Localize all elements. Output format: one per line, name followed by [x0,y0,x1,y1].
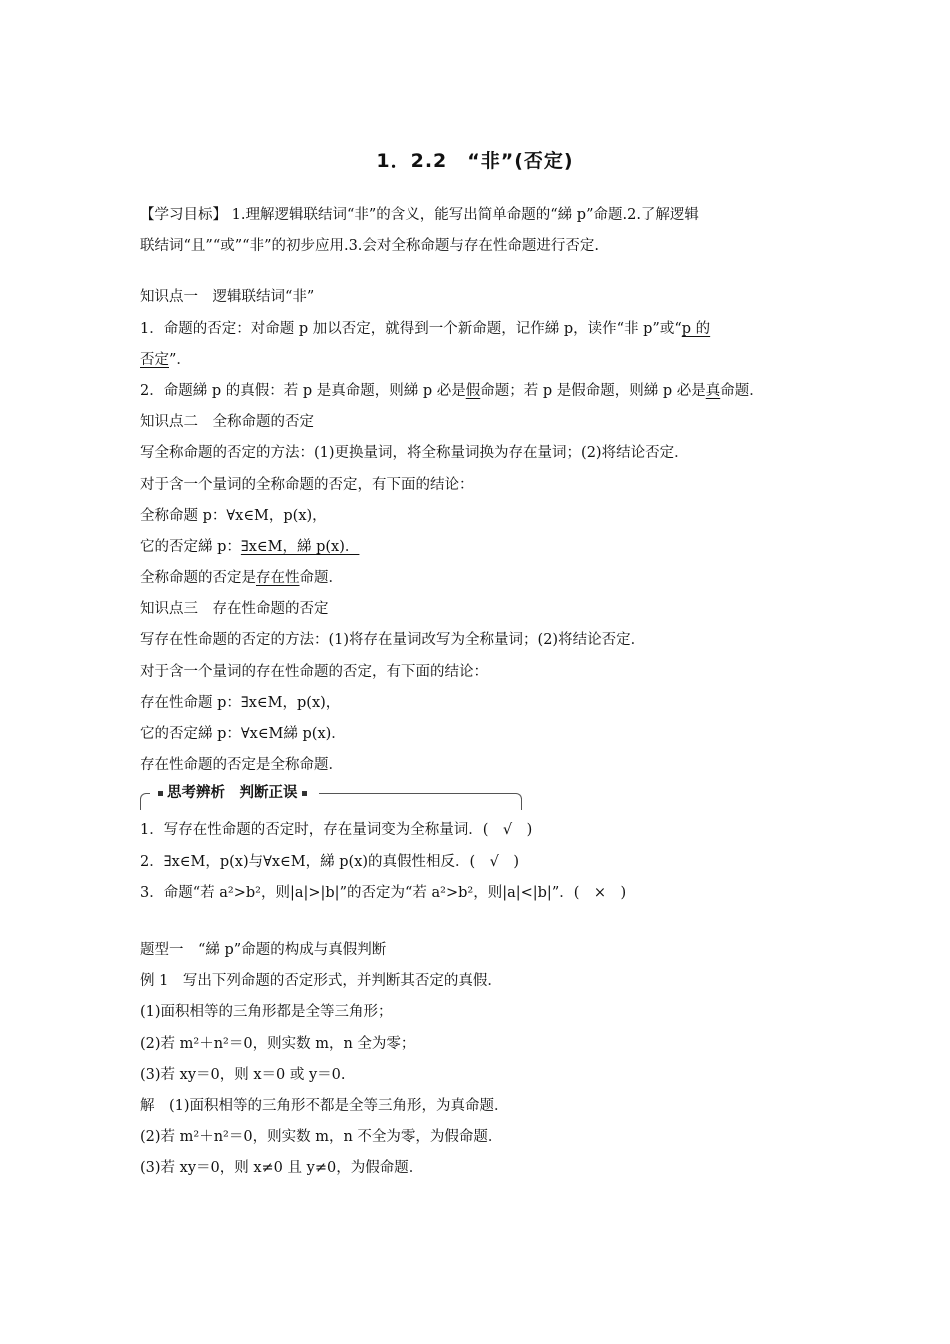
knowledge-line: 全称命题 p：∀x∈M，p(x)， [140,507,327,524]
section-heading-1: 知识点一 逻辑联结词“非” [140,289,315,306]
page-title: 1．2.2 “非”(否定) [376,150,574,172]
example-line: (1)面积相等的三角形都是全等三角形； [140,1004,393,1021]
question-type-heading: 题型一 “綈 p”命题的构成与真假判断 [140,941,387,958]
knowledge-line: 写全称命题的否定的方法：(1)更换量词，将全称量词换为存在量词；(2)将结论否定． [140,445,689,462]
underlined-answer: ∃x∈M，綈 p(x)． [240,538,360,555]
think-box [140,783,820,815]
underlined-answer: 存在性 [256,570,300,587]
solution-line: (3)若 xy＝0，则 x≠0 且 y≠0，为假命题． [140,1160,424,1177]
text: 命题． [720,382,764,399]
section-heading-3: 知识点三 存在性命题的否定 [140,601,329,618]
text: 它的否定綈 p： [140,538,241,555]
document-body [140,200,820,1184]
solution-line: 解 (1)面积相等的三角形不都是全等三角形，为真命题． [140,1097,509,1114]
example-line: (2)若 m²＋n²＝0，则实数 m，n 全为零； [140,1035,416,1052]
underlined-answer: 假 [465,382,481,399]
square-bullet-icon [158,791,163,796]
knowledge-line: 写存在性命题的否定的方法：(1)将存在量词改写为全称量词；(2)将结论否定． [140,632,646,649]
knowledge-line [140,314,820,345]
section-heading-2: 知识点二 全称命题的否定 [140,414,314,431]
square-bullet-icon [302,791,307,796]
learning-goals-line-2: 联结词“且”“或”“非”的初步应用.3.会对全称命题与存在性命题进行否定. [140,238,600,255]
knowledge-line [140,532,820,563]
text: 命题． [299,570,343,587]
knowledge-line [140,376,820,407]
knowledge-line: 存在性命题的否定是全称命题． [140,757,343,774]
text: 命题；若 p 是假命题，则綈 p 必是 [480,382,706,399]
judge-item: 1．写存在性命题的否定时，存在量词变为全称量词．( √ ) [140,822,533,839]
text: 2．命题綈 p 的真假：若 p 是真命题，则綈 p 必是 [140,382,466,399]
text: ”． [169,351,191,368]
text: 全称命题的否定是 [140,570,256,587]
example-line: 例 1 写出下列命题的否定形式，并判断其否定的真假． [140,973,502,990]
underlined-answer: 否定 [140,351,169,368]
knowledge-line: 对于含一个量词的存在性命题的否定，有下面的结论： [140,663,488,680]
knowledge-line [140,345,820,376]
knowledge-line: 存在性命题 p：∃x∈M，p(x)， [140,694,341,711]
knowledge-line: 它的否定綈 p：∀x∈M綈 p(x)． [140,726,346,742]
learning-goals-line-1: 【学习目标】 1.理解逻辑联结词“非”的含义，能写出简单命题的“綈 p”命题.2.了解逻辑 [140,207,699,223]
solution-line: (2)若 m²＋n²＝0，则实数 m，n 不全为零，为假命题． [140,1129,503,1146]
underlined-answer: 真 [705,382,721,399]
example-line: (3)若 xy＝0，则 x＝0 或 y＝0. [140,1066,346,1083]
underlined-answer: p 的 [681,320,711,337]
think-box-label: 思考辨析 判断正误 [150,783,319,803]
knowledge-line: 对于含一个量词的全称命题的否定，有下面的结论： [140,476,474,493]
knowledge-line [140,563,820,594]
judge-item: 2．∃x∈M，p(x)与∀x∈M，綈 p(x)的真假性相反．( √ ) [140,853,520,870]
judge-item: 3．命题“若 a²>b²，则|a|>|b|”的否定为“若 a²>b²，则|a|<|b|”．( × ) [140,884,627,901]
text: 1．命题的否定：对命题 p 加以否定，就得到一个新命题，记作綈 p，读作“非 p”或“ [140,320,682,337]
